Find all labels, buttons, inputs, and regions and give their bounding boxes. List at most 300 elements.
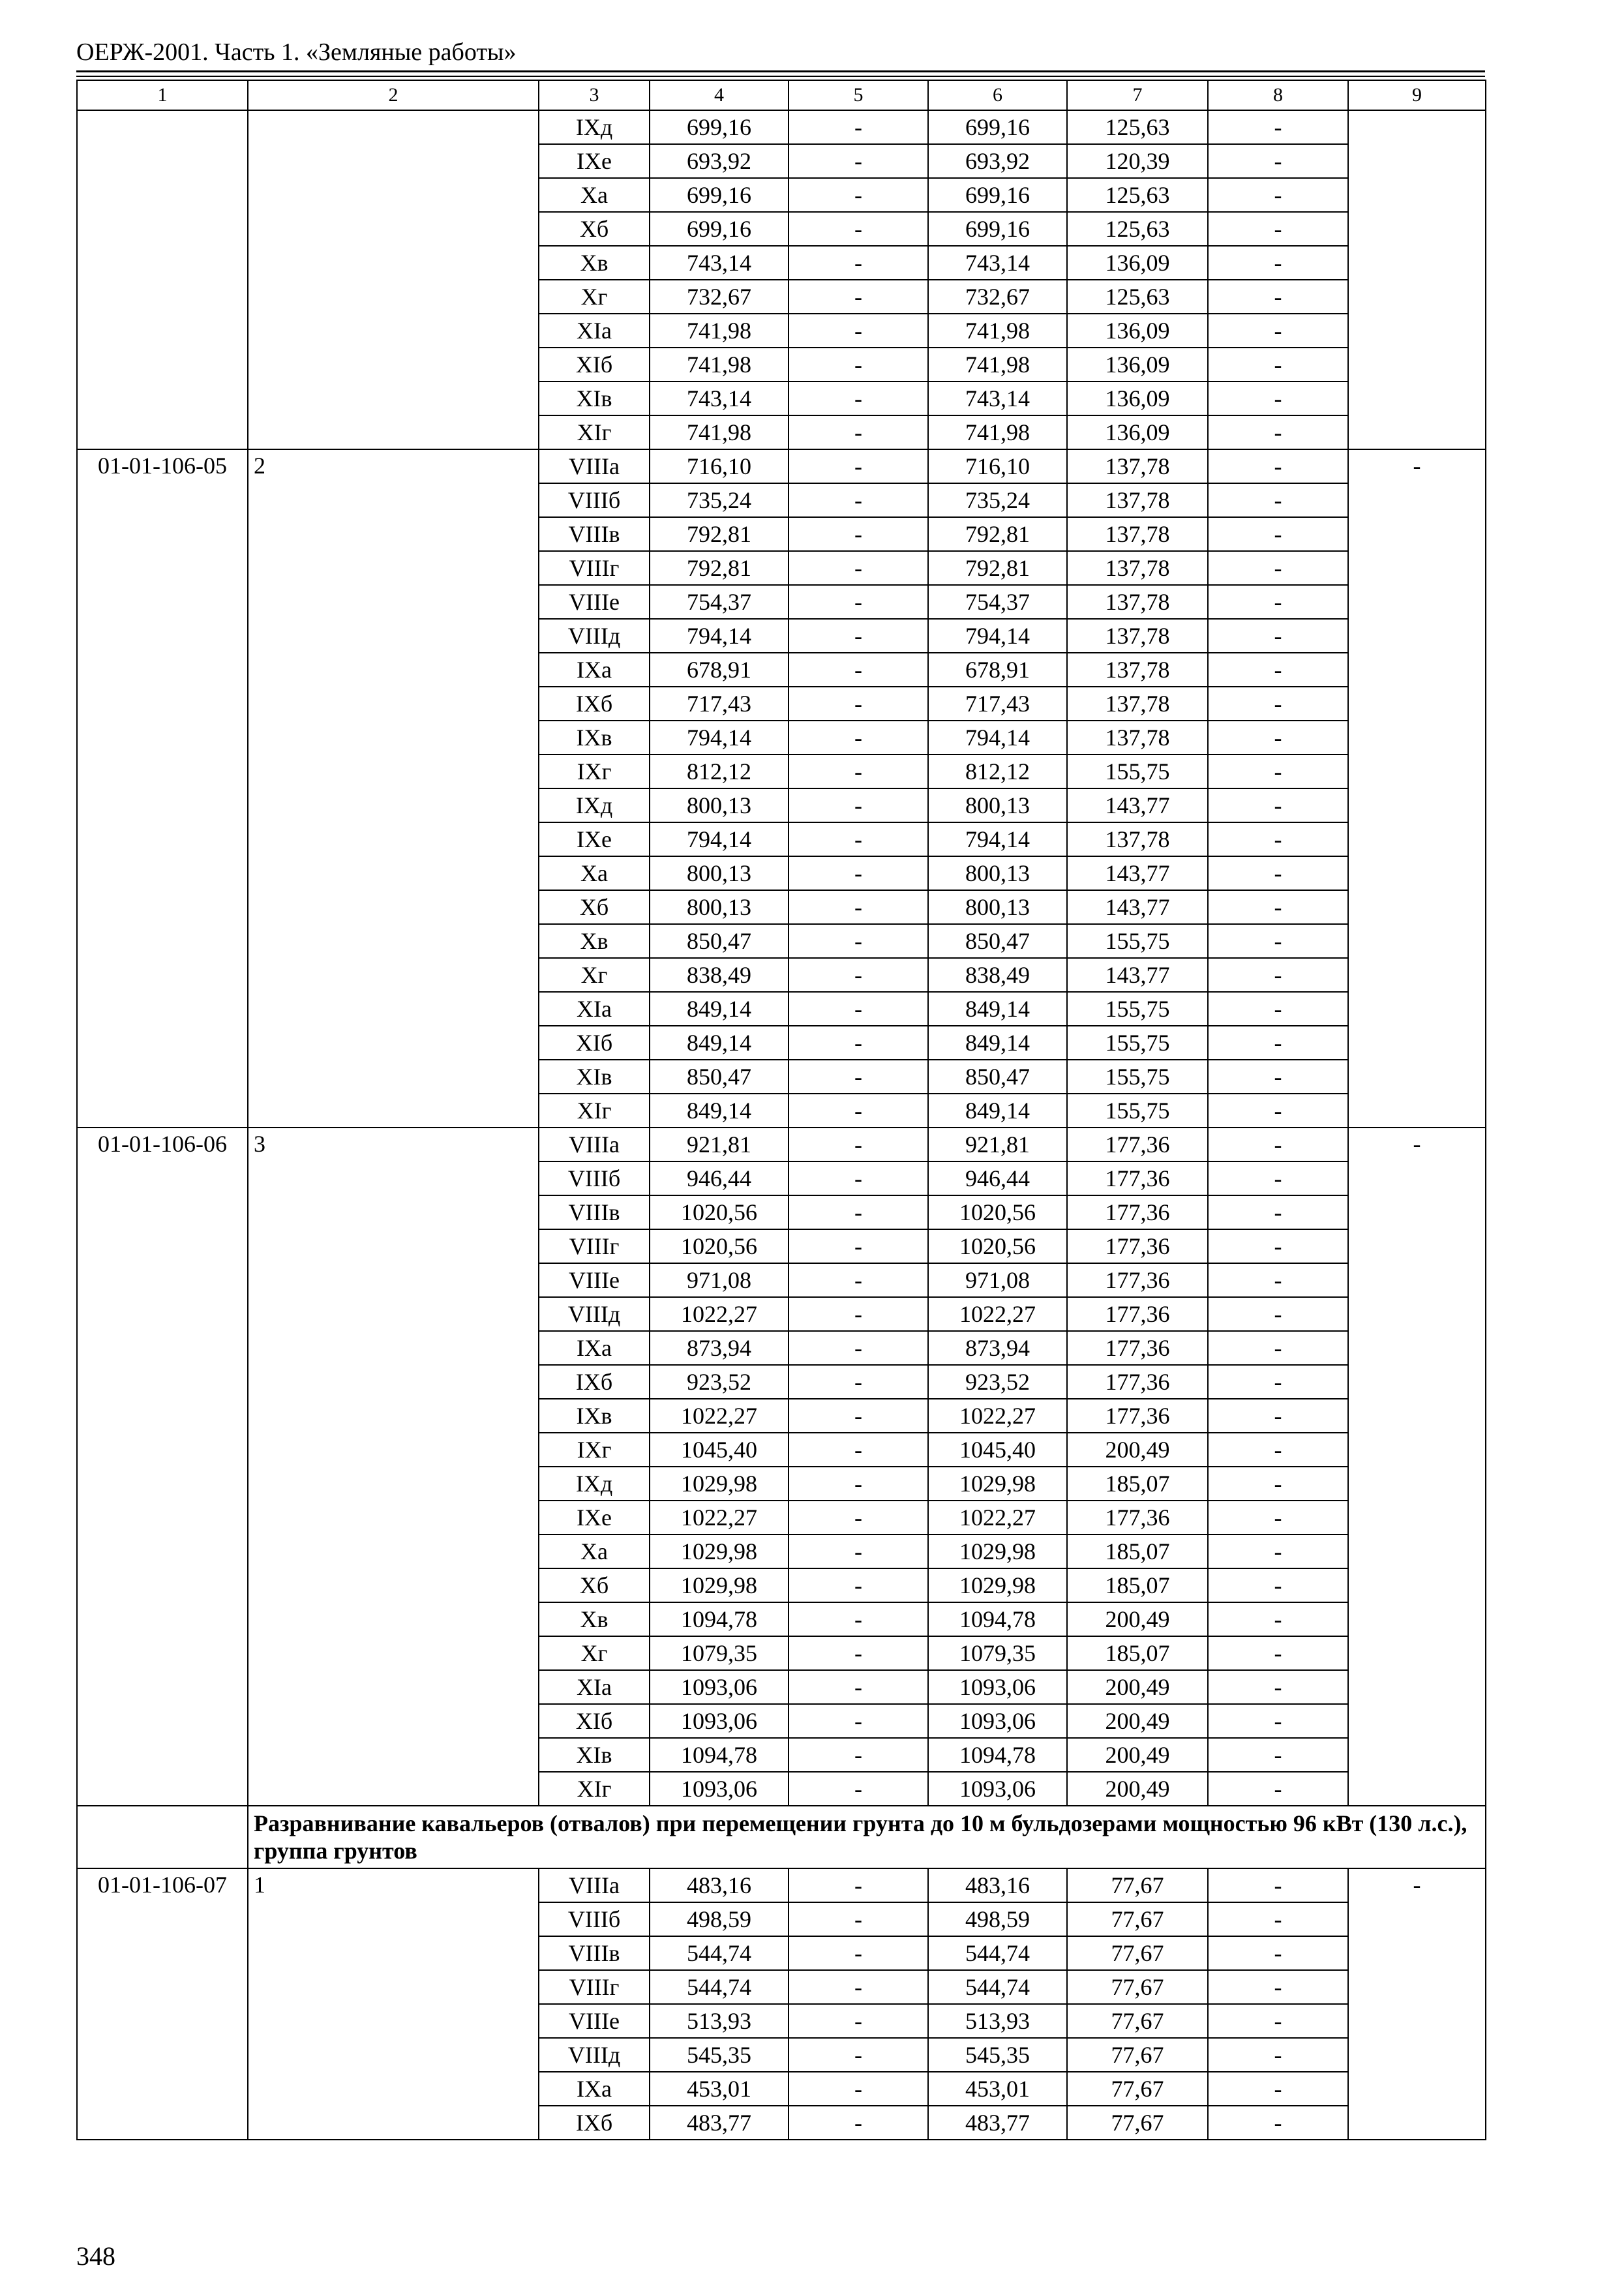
col9-value bbox=[1348, 110, 1486, 449]
machine-cost: 849,14 bbox=[928, 992, 1067, 1026]
wages: - bbox=[789, 212, 928, 246]
machine-cost: 1093,06 bbox=[928, 1704, 1067, 1738]
direct-cost: 794,14 bbox=[650, 721, 789, 755]
driver-wages: 200,49 bbox=[1067, 1602, 1208, 1636]
materials: - bbox=[1208, 2038, 1348, 2072]
direct-cost: 849,14 bbox=[650, 992, 789, 1026]
region-code: XIб bbox=[539, 348, 650, 382]
region-code: Xб bbox=[539, 212, 650, 246]
machine-cost: 1022,27 bbox=[928, 1297, 1067, 1331]
region-code: XIв bbox=[539, 1738, 650, 1772]
wages: - bbox=[789, 2106, 928, 2140]
machine-cost: 1094,78 bbox=[928, 1738, 1067, 1772]
driver-wages: 137,78 bbox=[1067, 653, 1208, 687]
region-code: VIIIе bbox=[539, 1263, 650, 1297]
section-title: Разравнивание кавальеров (отвалов) при перемещении грунта до 10 м бульдозерами мощностью 96 кВт (130 л.с.), группа грунтов bbox=[248, 1806, 1486, 1868]
driver-wages: 177,36 bbox=[1067, 1331, 1208, 1365]
wages: - bbox=[789, 1365, 928, 1399]
wages: - bbox=[789, 2004, 928, 2038]
materials: - bbox=[1208, 144, 1348, 178]
direct-cost: 1094,78 bbox=[650, 1738, 789, 1772]
direct-cost: 1093,06 bbox=[650, 1704, 789, 1738]
materials: - bbox=[1208, 1467, 1348, 1501]
region-code: VIIIд bbox=[539, 2038, 650, 2072]
machine-cost: 1022,27 bbox=[928, 1399, 1067, 1433]
wages: - bbox=[789, 1970, 928, 2004]
direct-cost: 754,37 bbox=[650, 585, 789, 619]
wages: - bbox=[789, 1128, 928, 1161]
header-rule bbox=[76, 76, 1485, 77]
materials: - bbox=[1208, 1161, 1348, 1195]
machine-cost: 971,08 bbox=[928, 1263, 1067, 1297]
machine-cost: 849,14 bbox=[928, 1026, 1067, 1060]
driver-wages: 77,67 bbox=[1067, 2106, 1208, 2140]
region-code: IXе bbox=[539, 822, 650, 856]
region-code: IXе bbox=[539, 1501, 650, 1534]
driver-wages: 200,49 bbox=[1067, 1772, 1208, 1806]
machine-cost: 732,67 bbox=[928, 280, 1067, 314]
materials: - bbox=[1208, 1970, 1348, 2004]
driver-wages: 137,78 bbox=[1067, 721, 1208, 755]
materials: - bbox=[1208, 1060, 1348, 1094]
machine-cost: 792,81 bbox=[928, 517, 1067, 551]
machine-cost: 545,35 bbox=[928, 2038, 1067, 2072]
driver-wages: 155,75 bbox=[1067, 1026, 1208, 1060]
machine-cost: 792,81 bbox=[928, 551, 1067, 585]
materials: - bbox=[1208, 721, 1348, 755]
machine-cost: 716,10 bbox=[928, 449, 1067, 483]
machine-cost: 693,92 bbox=[928, 144, 1067, 178]
wages: - bbox=[789, 449, 928, 483]
driver-wages: 77,67 bbox=[1067, 2072, 1208, 2106]
direct-cost: 1045,40 bbox=[650, 1433, 789, 1467]
region-code: VIIIд bbox=[539, 619, 650, 653]
region-code: Xб bbox=[539, 1568, 650, 1602]
driver-wages: 200,49 bbox=[1067, 1433, 1208, 1467]
materials: - bbox=[1208, 1704, 1348, 1738]
wages: - bbox=[789, 1229, 928, 1263]
materials: - bbox=[1208, 619, 1348, 653]
wages: - bbox=[789, 314, 928, 348]
wages: - bbox=[789, 280, 928, 314]
region-code: Xв bbox=[539, 246, 650, 280]
wages: - bbox=[789, 1534, 928, 1568]
materials: - bbox=[1208, 585, 1348, 619]
col9-value: - bbox=[1348, 1868, 1486, 2140]
driver-wages: 137,78 bbox=[1067, 449, 1208, 483]
materials: - bbox=[1208, 1094, 1348, 1128]
machine-cost: 735,24 bbox=[928, 483, 1067, 517]
wages: - bbox=[789, 1060, 928, 1094]
wages: - bbox=[789, 585, 928, 619]
machine-cost: 1094,78 bbox=[928, 1602, 1067, 1636]
driver-wages: 136,09 bbox=[1067, 246, 1208, 280]
driver-wages: 185,07 bbox=[1067, 1467, 1208, 1501]
wages: - bbox=[789, 1161, 928, 1195]
direct-cost: 800,13 bbox=[650, 890, 789, 924]
materials: - bbox=[1208, 1534, 1348, 1568]
direct-cost: 699,16 bbox=[650, 178, 789, 212]
machine-cost: 794,14 bbox=[928, 619, 1067, 653]
column-header: 5 bbox=[789, 80, 928, 110]
direct-cost: 453,01 bbox=[650, 2072, 789, 2106]
wages: - bbox=[789, 2072, 928, 2106]
region-code: IXд bbox=[539, 110, 650, 144]
wages: - bbox=[789, 890, 928, 924]
region-code: VIIIг bbox=[539, 551, 650, 585]
direct-cost: 741,98 bbox=[650, 415, 789, 449]
machine-cost: 498,59 bbox=[928, 1902, 1067, 1936]
region-code: IXб bbox=[539, 687, 650, 721]
region-code: IXб bbox=[539, 1365, 650, 1399]
region-code: VIIIа bbox=[539, 1868, 650, 1902]
driver-wages: 125,63 bbox=[1067, 110, 1208, 144]
materials: - bbox=[1208, 483, 1348, 517]
direct-cost: 717,43 bbox=[650, 687, 789, 721]
materials: - bbox=[1208, 348, 1348, 382]
machine-cost: 923,52 bbox=[928, 1365, 1067, 1399]
direct-cost: 971,08 bbox=[650, 1263, 789, 1297]
wages: - bbox=[789, 1772, 928, 1806]
region-code: XIб bbox=[539, 1704, 650, 1738]
direct-cost: 483,77 bbox=[650, 2106, 789, 2140]
machine-cost: 921,81 bbox=[928, 1128, 1067, 1161]
table-row bbox=[77, 449, 1486, 483]
direct-cost: 800,13 bbox=[650, 856, 789, 890]
driver-wages: 137,78 bbox=[1067, 551, 1208, 585]
machine-cost: 794,14 bbox=[928, 822, 1067, 856]
machine-cost: 1020,56 bbox=[928, 1195, 1067, 1229]
direct-cost: 792,81 bbox=[650, 517, 789, 551]
column-header: 7 bbox=[1067, 80, 1208, 110]
driver-wages: 77,67 bbox=[1067, 1970, 1208, 2004]
table-row bbox=[77, 1868, 1486, 1902]
machine-cost: 800,13 bbox=[928, 788, 1067, 822]
materials: - bbox=[1208, 280, 1348, 314]
wages: - bbox=[789, 348, 928, 382]
machine-cost: 838,49 bbox=[928, 958, 1067, 992]
machine-cost: 800,13 bbox=[928, 890, 1067, 924]
materials: - bbox=[1208, 1868, 1348, 1902]
machine-cost: 794,14 bbox=[928, 721, 1067, 755]
page-number: 348 bbox=[76, 2241, 115, 2271]
region-code: Xа bbox=[539, 856, 650, 890]
driver-wages: 137,78 bbox=[1067, 585, 1208, 619]
materials: - bbox=[1208, 1568, 1348, 1602]
wages: - bbox=[789, 687, 928, 721]
machine-cost: 699,16 bbox=[928, 212, 1067, 246]
materials: - bbox=[1208, 1297, 1348, 1331]
driver-wages: 177,36 bbox=[1067, 1263, 1208, 1297]
wages: - bbox=[789, 1501, 928, 1534]
materials: - bbox=[1208, 755, 1348, 788]
driver-wages: 137,78 bbox=[1067, 619, 1208, 653]
direct-cost: 743,14 bbox=[650, 382, 789, 415]
machine-cost: 743,14 bbox=[928, 246, 1067, 280]
column-header: 6 bbox=[928, 80, 1067, 110]
materials: - bbox=[1208, 890, 1348, 924]
region-code: VIIIб bbox=[539, 1161, 650, 1195]
direct-cost: 735,24 bbox=[650, 483, 789, 517]
table-body bbox=[77, 80, 1486, 2140]
wages: - bbox=[789, 1331, 928, 1365]
materials: - bbox=[1208, 382, 1348, 415]
region-code: VIIIг bbox=[539, 1970, 650, 2004]
region-code: XIг bbox=[539, 415, 650, 449]
driver-wages: 137,78 bbox=[1067, 687, 1208, 721]
driver-wages: 155,75 bbox=[1067, 924, 1208, 958]
region-code: XIв bbox=[539, 382, 650, 415]
driver-wages: 136,09 bbox=[1067, 382, 1208, 415]
wages: - bbox=[789, 822, 928, 856]
wages: - bbox=[789, 1602, 928, 1636]
driver-wages: 77,67 bbox=[1067, 1868, 1208, 1902]
wages: - bbox=[789, 110, 928, 144]
region-code: IXа bbox=[539, 1331, 650, 1365]
col9-value: - bbox=[1348, 449, 1486, 1128]
driver-wages: 77,67 bbox=[1067, 2038, 1208, 2072]
direct-cost: 1093,06 bbox=[650, 1772, 789, 1806]
region-code: IXб bbox=[539, 2106, 650, 2140]
materials: - bbox=[1208, 212, 1348, 246]
region-code: Xг bbox=[539, 958, 650, 992]
materials: - bbox=[1208, 992, 1348, 1026]
machine-cost: 1045,40 bbox=[928, 1433, 1067, 1467]
driver-wages: 155,75 bbox=[1067, 755, 1208, 788]
materials: - bbox=[1208, 1229, 1348, 1263]
machine-cost: 453,01 bbox=[928, 2072, 1067, 2106]
region-code: VIIIд bbox=[539, 1297, 650, 1331]
machine-cost: 1020,56 bbox=[928, 1229, 1067, 1263]
machine-cost: 1029,98 bbox=[928, 1534, 1067, 1568]
driver-wages: 177,36 bbox=[1067, 1128, 1208, 1161]
region-code: VIIIб bbox=[539, 1902, 650, 1936]
wages: - bbox=[789, 1026, 928, 1060]
materials: - bbox=[1208, 1501, 1348, 1534]
direct-cost: 800,13 bbox=[650, 788, 789, 822]
wages: - bbox=[789, 788, 928, 822]
header-rule bbox=[76, 70, 1485, 72]
direct-cost: 513,93 bbox=[650, 2004, 789, 2038]
machine-cost: 741,98 bbox=[928, 314, 1067, 348]
driver-wages: 77,67 bbox=[1067, 1902, 1208, 1936]
materials: - bbox=[1208, 246, 1348, 280]
price-table bbox=[76, 80, 1486, 2140]
direct-cost: 483,16 bbox=[650, 1868, 789, 1902]
region-code: XIа bbox=[539, 1670, 650, 1704]
materials: - bbox=[1208, 178, 1348, 212]
rate-code: 01-01-106-06 bbox=[77, 1128, 248, 1806]
machine-cost: 1029,98 bbox=[928, 1467, 1067, 1501]
column-header-row bbox=[77, 80, 1486, 110]
driver-wages: 137,78 bbox=[1067, 517, 1208, 551]
region-code: IXв bbox=[539, 1399, 650, 1433]
region-code: Xг bbox=[539, 1636, 650, 1670]
region-code: IXв bbox=[539, 721, 650, 755]
direct-cost: 1094,78 bbox=[650, 1602, 789, 1636]
machine-cost: 513,93 bbox=[928, 2004, 1067, 2038]
col9-value: - bbox=[1348, 1128, 1486, 1806]
materials: - bbox=[1208, 1365, 1348, 1399]
wages: - bbox=[789, 1568, 928, 1602]
rate-code bbox=[77, 110, 248, 449]
direct-cost: 849,14 bbox=[650, 1094, 789, 1128]
machine-cost: 1022,27 bbox=[928, 1501, 1067, 1534]
direct-cost: 1020,56 bbox=[650, 1229, 789, 1263]
direct-cost: 850,47 bbox=[650, 1060, 789, 1094]
driver-wages: 136,09 bbox=[1067, 415, 1208, 449]
section-empty-cell bbox=[77, 1806, 248, 1868]
wages: - bbox=[789, 1868, 928, 1902]
region-code: IXд bbox=[539, 1467, 650, 1501]
materials: - bbox=[1208, 2004, 1348, 2038]
machine-cost: 483,16 bbox=[928, 1868, 1067, 1902]
column-header: 2 bbox=[248, 80, 539, 110]
soil-group: 1 bbox=[248, 1868, 539, 2140]
direct-cost: 1020,56 bbox=[650, 1195, 789, 1229]
wages: - bbox=[789, 1936, 928, 1970]
materials: - bbox=[1208, 1128, 1348, 1161]
region-code: Xв bbox=[539, 924, 650, 958]
region-code: XIб bbox=[539, 1026, 650, 1060]
rate-code: 01-01-106-07 bbox=[77, 1868, 248, 2140]
column-header: 4 bbox=[650, 80, 789, 110]
driver-wages: 155,75 bbox=[1067, 992, 1208, 1026]
direct-cost: 544,74 bbox=[650, 1970, 789, 2004]
materials: - bbox=[1208, 1399, 1348, 1433]
machine-cost: 699,16 bbox=[928, 178, 1067, 212]
wages: - bbox=[789, 1670, 928, 1704]
region-code: VIIIа bbox=[539, 449, 650, 483]
region-code: VIIIв bbox=[539, 1936, 650, 1970]
driver-wages: 155,75 bbox=[1067, 1094, 1208, 1128]
column-header: 3 bbox=[539, 80, 650, 110]
materials: - bbox=[1208, 1670, 1348, 1704]
region-code: XIг bbox=[539, 1094, 650, 1128]
wages: - bbox=[789, 1094, 928, 1128]
wages: - bbox=[789, 1467, 928, 1501]
driver-wages: 77,67 bbox=[1067, 2004, 1208, 2038]
direct-cost: 850,47 bbox=[650, 924, 789, 958]
driver-wages: 125,63 bbox=[1067, 280, 1208, 314]
wages: - bbox=[789, 483, 928, 517]
direct-cost: 1029,98 bbox=[650, 1467, 789, 1501]
materials: - bbox=[1208, 1936, 1348, 1970]
wages: - bbox=[789, 1433, 928, 1467]
region-code: VIIIа bbox=[539, 1128, 650, 1161]
section-row bbox=[77, 1806, 1486, 1868]
direct-cost: 1093,06 bbox=[650, 1670, 789, 1704]
direct-cost: 838,49 bbox=[650, 958, 789, 992]
wages: - bbox=[789, 1738, 928, 1772]
materials: - bbox=[1208, 1602, 1348, 1636]
driver-wages: 137,78 bbox=[1067, 822, 1208, 856]
direct-cost: 544,74 bbox=[650, 1936, 789, 1970]
direct-cost: 699,16 bbox=[650, 212, 789, 246]
region-code: VIIIг bbox=[539, 1229, 650, 1263]
machine-cost: 544,74 bbox=[928, 1970, 1067, 2004]
region-code: Xа bbox=[539, 1534, 650, 1568]
column-header: 8 bbox=[1208, 80, 1348, 110]
machine-cost: 850,47 bbox=[928, 924, 1067, 958]
region-code: XIв bbox=[539, 1060, 650, 1094]
soil-group: 3 bbox=[248, 1128, 539, 1806]
wages: - bbox=[789, 721, 928, 755]
direct-cost: 693,92 bbox=[650, 144, 789, 178]
materials: - bbox=[1208, 314, 1348, 348]
column-header: 1 bbox=[77, 80, 248, 110]
region-code: IXд bbox=[539, 788, 650, 822]
region-code: XIг bbox=[539, 1772, 650, 1806]
direct-cost: 732,67 bbox=[650, 280, 789, 314]
materials: - bbox=[1208, 449, 1348, 483]
materials: - bbox=[1208, 1331, 1348, 1365]
driver-wages: 125,63 bbox=[1067, 212, 1208, 246]
wages: - bbox=[789, 246, 928, 280]
driver-wages: 185,07 bbox=[1067, 1534, 1208, 1568]
region-code: IXе bbox=[539, 144, 650, 178]
soil-group: 2 bbox=[248, 449, 539, 1128]
direct-cost: 498,59 bbox=[650, 1902, 789, 1936]
direct-cost: 678,91 bbox=[650, 653, 789, 687]
driver-wages: 177,36 bbox=[1067, 1161, 1208, 1195]
wages: - bbox=[789, 1902, 928, 1936]
machine-cost: 678,91 bbox=[928, 653, 1067, 687]
table-row bbox=[77, 110, 1486, 144]
direct-cost: 699,16 bbox=[650, 110, 789, 144]
materials: - bbox=[1208, 1738, 1348, 1772]
driver-wages: 125,63 bbox=[1067, 178, 1208, 212]
driver-wages: 185,07 bbox=[1067, 1568, 1208, 1602]
direct-cost: 743,14 bbox=[650, 246, 789, 280]
driver-wages: 136,09 bbox=[1067, 314, 1208, 348]
machine-cost: 741,98 bbox=[928, 415, 1067, 449]
region-code: Xа bbox=[539, 178, 650, 212]
machine-cost: 849,14 bbox=[928, 1094, 1067, 1128]
direct-cost: 1079,35 bbox=[650, 1636, 789, 1670]
direct-cost: 794,14 bbox=[650, 619, 789, 653]
direct-cost: 792,81 bbox=[650, 551, 789, 585]
direct-cost: 716,10 bbox=[650, 449, 789, 483]
wages: - bbox=[789, 517, 928, 551]
rate-code: 01-01-106-05 bbox=[77, 449, 248, 1128]
materials: - bbox=[1208, 788, 1348, 822]
materials: - bbox=[1208, 2106, 1348, 2140]
materials: - bbox=[1208, 687, 1348, 721]
machine-cost: 1029,98 bbox=[928, 1568, 1067, 1602]
direct-cost: 1022,27 bbox=[650, 1297, 789, 1331]
direct-cost: 741,98 bbox=[650, 348, 789, 382]
wages: - bbox=[789, 1195, 928, 1229]
driver-wages: 185,07 bbox=[1067, 1636, 1208, 1670]
region-code: Xв bbox=[539, 1602, 650, 1636]
region-code: Xб bbox=[539, 890, 650, 924]
direct-cost: 1022,27 bbox=[650, 1501, 789, 1534]
machine-cost: 873,94 bbox=[928, 1331, 1067, 1365]
driver-wages: 120,39 bbox=[1067, 144, 1208, 178]
wages: - bbox=[789, 958, 928, 992]
direct-cost: 1029,98 bbox=[650, 1568, 789, 1602]
direct-cost: 923,52 bbox=[650, 1365, 789, 1399]
direct-cost: 873,94 bbox=[650, 1331, 789, 1365]
machine-cost: 741,98 bbox=[928, 348, 1067, 382]
wages: - bbox=[789, 1636, 928, 1670]
machine-cost: 483,77 bbox=[928, 2106, 1067, 2140]
direct-cost: 794,14 bbox=[650, 822, 789, 856]
driver-wages: 177,36 bbox=[1067, 1365, 1208, 1399]
driver-wages: 177,36 bbox=[1067, 1399, 1208, 1433]
materials: - bbox=[1208, 924, 1348, 958]
